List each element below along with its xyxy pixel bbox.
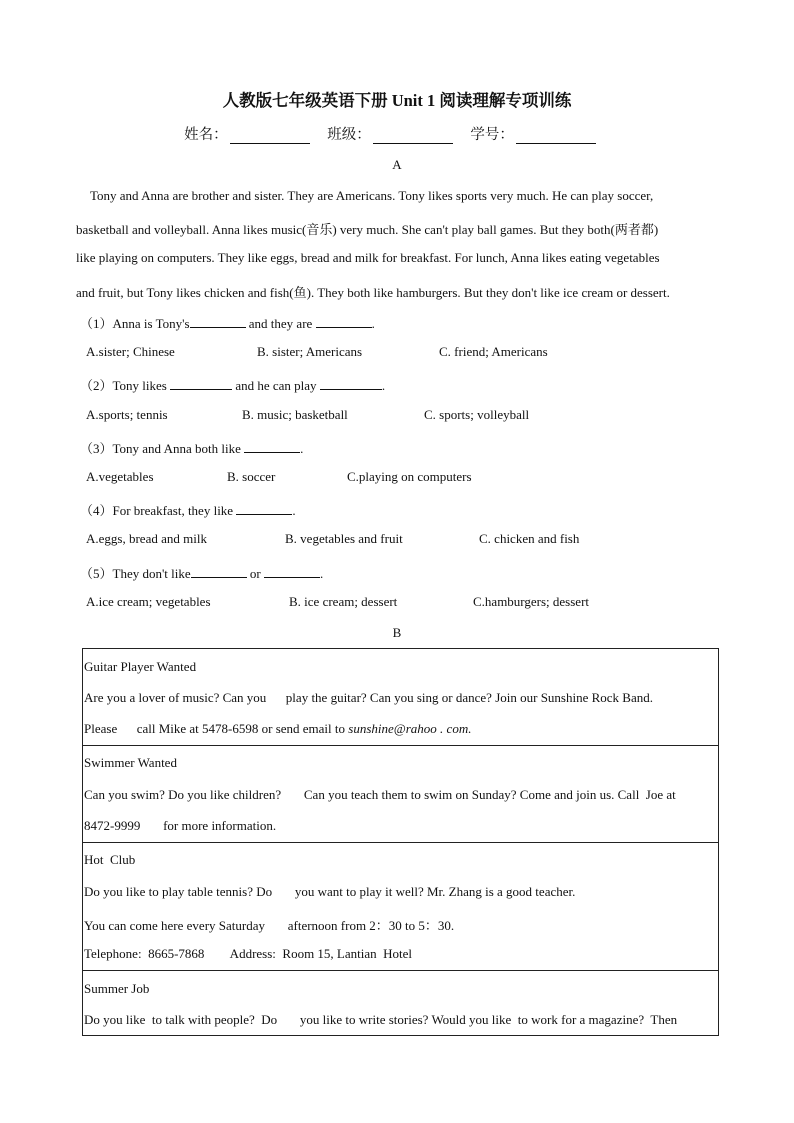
question-2 xyxy=(80,375,385,394)
student-info-row xyxy=(0,123,794,144)
question-text: . xyxy=(371,316,375,331)
option-a[interactable]: A.vegetables xyxy=(86,469,154,484)
ad-text: Are you a lover of music? Can you play the guitar? Can you sing or dance? Join our Sunshine Rock Band. xyxy=(84,690,653,705)
answer-blank[interactable] xyxy=(320,378,382,390)
question-text: （1）Anna is Tony's xyxy=(80,316,190,331)
question-4 xyxy=(80,500,296,519)
option-a[interactable]: A.ice cream; vegetables xyxy=(86,594,211,609)
question-1 xyxy=(80,313,375,332)
ad-text: Do you like to play table tennis? Do you want to play it well? Mr. Zhang is a good teacher. xyxy=(84,884,576,899)
ad-heading: Guitar Player Wanted xyxy=(84,659,197,674)
question-text: and they are xyxy=(245,316,316,331)
ad-text: 8472-9999 for more information. xyxy=(84,818,277,833)
question-text: . xyxy=(381,378,386,393)
passage-line: like playing on computers. They like eggs, bread and milk for breakfast. For lunch, Anna likes eating vegetables xyxy=(76,250,660,265)
option-c[interactable]: C. sports; volleyball xyxy=(424,407,530,422)
ad-text: Can you swim? Do you like children? Can you teach them to swim on Sunday? Come and join us. Call Joe at xyxy=(84,787,676,802)
id-label: 学号： xyxy=(470,127,514,143)
question-5 xyxy=(80,563,323,582)
answer-blank[interactable] xyxy=(190,316,246,328)
question-text: （2）Tony likes xyxy=(80,378,171,393)
question-text: （4）For breakfast, they like xyxy=(80,503,237,518)
answer-blank[interactable] xyxy=(264,566,320,578)
section-b-label: B xyxy=(392,625,402,640)
question-text: . xyxy=(292,503,296,518)
answer-blank[interactable] xyxy=(316,316,372,328)
answer-blank[interactable] xyxy=(244,441,300,453)
question-text: . xyxy=(300,441,304,456)
option-b[interactable]: B. sister; Americans xyxy=(257,344,363,359)
answer-blank[interactable] xyxy=(170,378,232,390)
passage-line: basketball and volleyball. Anna likes music(音乐) very much. She can't play ball games. But they both(两者都) xyxy=(76,222,659,237)
question-3 xyxy=(80,438,303,457)
class-label: 班级： xyxy=(327,127,371,143)
option-b[interactable]: B. vegetables and fruit xyxy=(285,531,403,546)
option-a[interactable]: A.sister; Chinese xyxy=(86,344,175,359)
question-text: （5）They don't like xyxy=(80,566,191,581)
option-c[interactable]: C.hamburgers; dessert xyxy=(473,594,590,609)
question-text: or xyxy=(246,566,265,581)
option-c[interactable]: C. friend; Americans xyxy=(439,344,548,359)
ad-swimmer xyxy=(83,746,718,843)
name-label: 姓名： xyxy=(184,127,228,143)
option-b[interactable]: B. soccer xyxy=(227,469,276,484)
page-title: 人教版七年级英语下册 Unit 1 阅读理解专项训练 xyxy=(222,91,572,110)
option-b[interactable]: B. ice cream; dessert xyxy=(289,594,398,609)
ad-text: Do you like to talk with people? Do you like to write stories? Would you like to work for a magazine? Then xyxy=(84,1012,678,1027)
option-c[interactable]: C. chicken and fish xyxy=(479,531,580,546)
class-blank[interactable] xyxy=(373,129,453,144)
ad-hot-club xyxy=(83,843,718,971)
ad-text xyxy=(84,721,471,737)
section-a-label: A xyxy=(392,157,402,172)
option-a[interactable]: A.eggs, bread and milk xyxy=(86,531,207,546)
question-text: and he can play xyxy=(232,378,320,393)
answer-blank[interactable] xyxy=(236,503,292,515)
email-address: sunshine@rahoo . com. xyxy=(348,721,472,736)
passage-line: and fruit, but Tony likes chicken and fish(鱼). They both like hamburgers. But they don't like ice cream or dessert. xyxy=(76,285,670,300)
ad-text-part: Please call Mike at 5478-6598 or send email to xyxy=(84,721,349,736)
question-text: . xyxy=(320,566,324,581)
ads-table xyxy=(82,648,719,1036)
question-text: （3）Tony and Anna both like xyxy=(80,441,245,456)
ad-heading: Swimmer Wanted xyxy=(84,755,177,770)
name-blank[interactable] xyxy=(230,129,310,144)
option-c[interactable]: C.playing on computers xyxy=(347,469,472,484)
ad-guitar-player xyxy=(83,649,718,746)
option-a[interactable]: A.sports; tennis xyxy=(86,407,168,422)
option-b[interactable]: B. music; basketball xyxy=(242,407,348,422)
passage-line: Tony and Anna are brother and sister. They are Americans. Tony likes sports very much. He can play soccer, xyxy=(90,188,654,203)
ad-text: Telephone: 8665-7868 Address: Room 15, Lantian Hotel xyxy=(84,946,413,961)
ad-heading: Hot Club xyxy=(84,852,136,867)
ad-summer-job xyxy=(83,971,718,1036)
answer-blank[interactable] xyxy=(191,566,247,578)
id-blank[interactable] xyxy=(516,129,596,144)
ad-text: You can come here every Saturday afternoon from 2：30 to 5：30. xyxy=(84,918,455,933)
ad-heading: Summer Job xyxy=(84,981,150,996)
